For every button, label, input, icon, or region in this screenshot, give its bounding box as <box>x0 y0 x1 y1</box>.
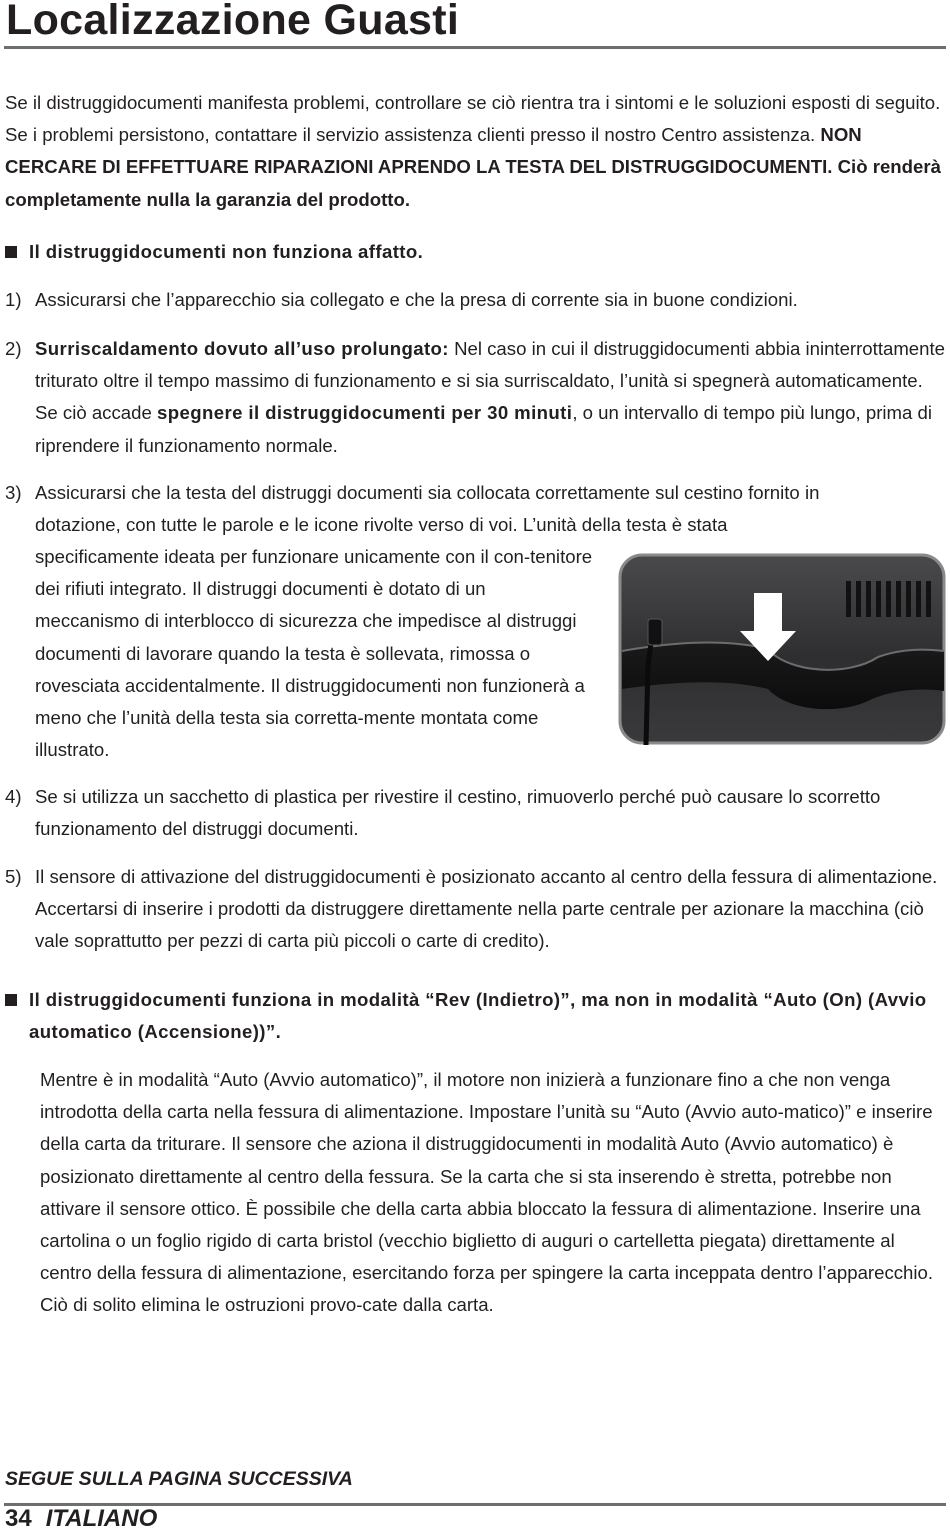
list-item-line: Assicurarsi che la testa del distruggi documenti sia collocata correttamente sul cestino fornito in <box>35 482 820 503</box>
troubleshoot-paragraph: Mentre è in modalità “Auto (Avvio automatico)”, il motore non inizierà a funzionare fino a che non venga introdotta della carta nella fessura di alimentazione. Impostare l’unità su “Auto (Avvio auto-matico)” e inserire della carta da triturare. Il sensore che aziona il distruggidocumenti in modalità Auto (Avvio automatico) è posizionato direttamente al centro della fessura. Se la carta che si sta inserendo è stretta, potrebbe non attivare il sensore ottico. È possibile che della carta abbia bloccato la fessura di alimentazione. Inserire una cartolina o un foglio rigido di carta bristol (vecchio biglietto di auguri o cartelletta piegata) direttamente al centro della fessura di alimentazione, esercitando forza per spingere la carta inceppata dentro l’apparecchio. Ciò di solito elimina le ostruzioni provo-cate dalla carta. <box>40 1069 934 1316</box>
item-text: Nel caso in cui il distruggidocumenti abbia ininterrottamente triturato oltre il tempo massimo di funzionamento e si sia surriscaldato, l’unità si spegnerà automaticamente. Se ciò accade <box>35 338 945 424</box>
list-item <box>35 333 947 462</box>
item-text: , o un intervallo di tempo più lungo, prima di riprendere il funzionamento normale. <box>35 402 933 456</box>
shredder-head-figure <box>618 553 946 745</box>
item-number: 4) <box>5 786 22 807</box>
section-heading-text: Il distruggidocumenti funziona in modalità “Rev (Indietro)”, ma non in modalità “Auto (On) (Avvio automatico (Accensione))”. <box>29 989 927 1042</box>
continue-notice: SEGUE SULLA PAGINA SUCCESSIVA <box>5 1468 353 1490</box>
square-bullet-icon <box>5 246 17 258</box>
page-number: 34 <box>5 1505 32 1532</box>
vent-slots <box>846 581 931 617</box>
item-bold-lead: Surriscaldamento dovuto all’uso prolungato: <box>35 338 449 359</box>
item-number: 1) <box>5 289 22 310</box>
item-number: 3) <box>5 482 22 503</box>
page-title: Localizzazione Guasti <box>6 0 460 44</box>
intro-warning: NON CERCARE DI EFFETTUARE RIPARAZIONI APRENDO LA TESTA DEL DISTRUGGIDOCUMENTI. Ciò renderà completamente nulla la garanzia del prodotto. <box>5 124 941 210</box>
item-bold-mid: spegnere il distruggidocumenti per 30 minuti <box>156 402 573 424</box>
section-heading-rev-mode <box>5 984 949 1048</box>
list-item: Se si utilizza un sacchetto di plastica per rivestire il cestino, rimuoverlo perché può causare lo scorretto funzionamento del distruggi documenti. <box>35 786 881 840</box>
square-bullet-icon <box>5 994 17 1006</box>
list-item: Assicurarsi che l’apparecchio sia collegato e che la presa di corrente sia in buone condizioni. <box>35 289 798 310</box>
intro-paragraph <box>5 87 950 216</box>
section-heading-not-working <box>5 236 945 268</box>
page-footer <box>5 1505 157 1533</box>
section-heading-text: Il distruggidocumenti non funziona affatto. <box>29 241 424 262</box>
item-number: 5) <box>5 866 22 887</box>
list-item-line: dotazione, con tutte le parole e le icone rivolte verso di voi. L’unità della testa è stata <box>35 514 728 535</box>
list-item-wrap: specificamente ideata per funzionare unicamente con il con-tenitore dei rifiuti integrato. Il distruggi documenti è dotato di un meccanismo di interblocco di sicurezza che impedisce al distruggi documenti di lavorare quando la testa è sollevata, rimossa o rovesciata accidentalmente. Il distruggidocumenti non funzionerà a meno che l’unità della testa sia corretta-mente montata come illustrato. <box>35 546 593 761</box>
title-divider <box>4 46 946 49</box>
language-label: ITALIANO <box>45 1505 158 1532</box>
intro-text: Se il distruggidocumenti manifesta problemi, controllare se ciò rientra tra i sintomi e le soluzioni esposti di seguito. Se i problemi persistono, contattare il servizio assistenza clienti presso il nostro Centro assistenza. <box>5 92 941 146</box>
item-number: 2) <box>5 338 22 359</box>
list-item: Il sensore di attivazione del distruggidocumenti è posizionato accanto al centro della fessura di alimentazione. Accertarsi di inserire i prodotti da distruggere direttamente nella parte centrale per azionare la macchina (ciò vale soprattutto per pezzi di carta più piccoli o carte di credito). <box>35 866 938 952</box>
